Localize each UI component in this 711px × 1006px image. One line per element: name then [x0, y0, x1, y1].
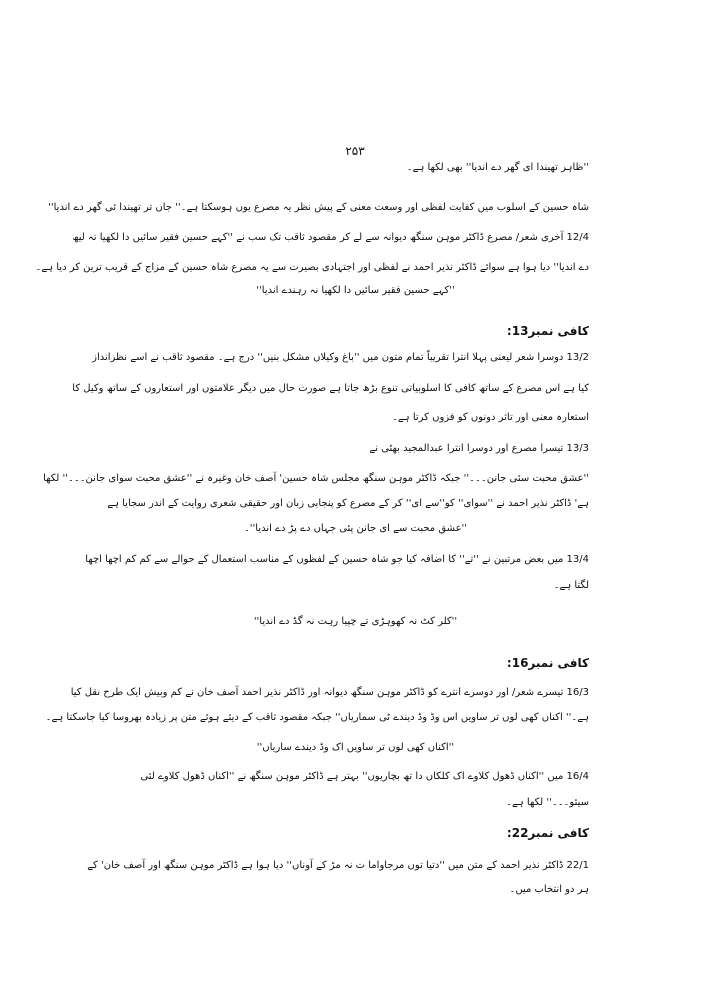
text-line: استعارہ معنی اور تاثر دونوں کو فزوں کرتا ہے۔	[392, 412, 589, 423]
page-number: ۲۵۳	[345, 144, 365, 158]
text-line: لگتا ہے۔	[553, 580, 589, 591]
quote-line: ''کلر کٹ نہ کھوہڑی تے چپیا رہت نہ گڈ دے اندیا''	[253, 616, 458, 627]
quote-line: ''عشق محبت سے ای جانن پئی جہاں دے پڑ دے اندیا''۔	[243, 523, 468, 534]
text-line: 13/3 تیسرا مصرع اور دوسرا انترا عبدالمجید بھٹی نے	[369, 443, 589, 454]
text-line: ہر دو انتخاب میں۔	[509, 884, 589, 895]
text-line: ''ظاہر تھیندا ای گھر دے اندیا'' بھی لکھا ہے۔	[406, 162, 589, 173]
text-line: 13/4 میں بعض مرتبین نے ''تے'' کا اضافہ کیا جو شاہ حسین کے لفظوں کے مناسب استعمال کے حوالے سے کم کم اچھا اچھا	[85, 554, 589, 565]
quote-line: ''کہے حسین فقیر سائیں دا لکھیا نہ رہندے اندیا''	[256, 285, 455, 296]
text-line: کیا ہے اس مصرع کے ساتھ کافی کا اسلوبیاتی تنوع بڑھ جاتا ہے صورت حال میں دیگر علامتوں اور استعاروں کے ساتھ وکیل کا	[72, 383, 589, 394]
section-heading: کافی نمبر16:	[506, 656, 589, 670]
text-line: سیئو۔۔۔'' لکھا ہے۔	[506, 797, 589, 808]
text-line: شاہ حسین کے اسلوب میں کفایت لفظی اور وسعت معنی کے پیش نظر یہ مصرع یوں ہوسکتا ہے۔'' جاں تر تھیندا ئی گھر دے اندیا''	[48, 202, 589, 213]
text-line: ''عشق محبت سئی جانن۔۔۔'' جبکہ ڈاکٹر موہن سنگھ مجلس شاہ حسین' آصف خان وغیرہ نے ''عشق محبت سوای جانن۔۔۔'' لکھا	[43, 473, 589, 484]
text-line: 16/3 تیسرے شعر/ اور دوسرے انترے کو ڈاکٹر موہن سنگھ دیوانہ اور ڈاکٹر نذیر احمد آصف خان نے کم وبیش ایک طرح نقل کیا	[70, 687, 589, 698]
section-heading: کافی نمبر22:	[506, 826, 589, 840]
text-line: ہے' ڈاکٹر نذیر احمد نے ''سوای'' کو''سے ای'' کر کے مصرع کو پنجابی زبان اور حقیقی شعری روایت کے اندر سجایا ہے	[107, 498, 589, 509]
text-line: 13/2 دوسرا شعر لیعنی پہلا انترا تقریباً تمام متون میں ''باغ وکیلاں مشکل بنیں'' درج ہے۔ مقصود ثاقب نے اسے نظرانداز	[92, 352, 589, 363]
text-line: ہے۔'' اکناں کھی لوں تر ساویں اس وڈ وڈ دیندے ٹی سماریاں'' جبکہ مقصود ثاقب کے دیئے ہوئے متن پر زیادہ بھروسا کیا جاسکتا ہے۔	[45, 712, 589, 723]
text-line: 16/4 میں ''اکناں ڈھول کلاوے اک کلکاں دا تھ بچاریوں'' بہتر ہے ڈاکٹر موہن سنگھ نے ''اکناں ڈھول کلاوے لئی	[140, 771, 589, 782]
text-line: 22/1 ڈاکٹر نذیر احمد کے متن میں ''دتیا توں مرجاواما ت نہ مڑ کے آوناں'' دیا ہوا ہے ڈاکٹر موہن سنگھ اور آصف خان' کے	[87, 860, 589, 871]
quote-line: ''اکناں کھی لوں تر ساویں اک وڈ دیندے ساریاں''	[256, 742, 455, 753]
section-heading: کافی نمبر13:	[506, 324, 589, 338]
text-line: دے اندیا'' دیا ہوا ہے سوائے ڈاکٹر نذیر احمد نے لفظی اور اجتہادی بصیرت سے یہ مصرع شاہ حسین کے مزاج کے قریب ترین کر دیا ہے۔	[35, 262, 589, 273]
text-line: 12/4 آخری شعر/ مصرع ڈاکٹر موہن سنگھ دیوانہ سے لے کر مقصود ثاقب تک سب نے ''کہے حسین فقیر سائیں دا لکھیا نہ لیھ	[72, 232, 589, 243]
